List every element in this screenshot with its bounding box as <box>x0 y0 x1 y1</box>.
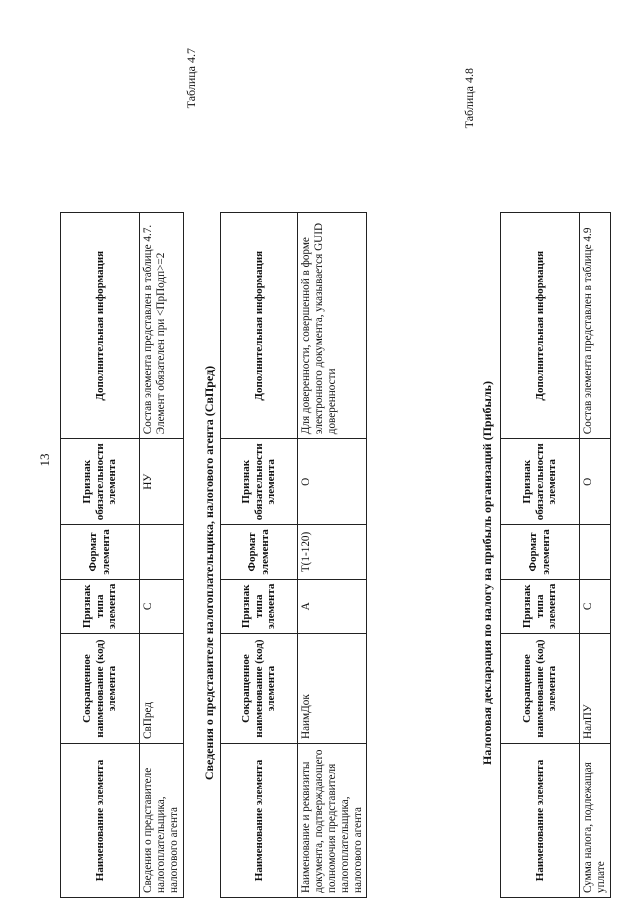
table-number: Таблица 4.8 <box>462 68 476 129</box>
cell-info: Состав элемента представлен в таблице 4.7. Элемент обязателен при <ПрПодп>=2 <box>140 213 184 439</box>
cell-name: Сумма налога, подлежащая уплате <box>580 744 611 898</box>
table-caption: Налоговая декларация по налогу на прибыль организаций (Прибыль) <box>480 381 494 765</box>
table-number: Таблица 4.7 <box>184 48 198 109</box>
header-info: Дополнительная информация <box>61 213 140 439</box>
page-number: 13 <box>37 453 52 467</box>
landscape-content <box>60 28 640 898</box>
cell-required: О <box>298 439 367 525</box>
header-format: Формат элемента <box>501 525 580 579</box>
cell-required: О <box>580 439 611 525</box>
header-type: Признак типа элемента <box>61 579 140 633</box>
cell-format: T(1-120) <box>298 525 367 579</box>
header-code: Сокращенное наименование (код) элемента <box>221 634 298 744</box>
cell-info: Состав элемента представлен в таблице 4.9 <box>580 213 611 439</box>
header-required: Признак обязательности элемента <box>61 439 140 525</box>
header-name: Наименование элемента <box>501 744 580 898</box>
cell-code: НаимДок <box>298 634 367 744</box>
table-header-row <box>501 213 580 898</box>
cell-type: А <box>298 579 367 633</box>
header-type: Признак типа элемента <box>221 579 298 633</box>
cell-name: Сведения о представителе налогоплательщика, налогового агента <box>140 744 184 898</box>
header-name: Наименование элемента <box>61 744 140 898</box>
table-element-list <box>60 212 184 898</box>
header-required: Признак обязательности элемента <box>501 439 580 525</box>
table-header-row <box>221 213 298 898</box>
header-info: Дополнительная информация <box>501 213 580 439</box>
header-type: Признак типа элемента <box>501 579 580 633</box>
header-code: Сокращенное наименование (код) элемента <box>61 634 140 744</box>
header-format: Формат элемента <box>221 525 298 579</box>
rotated-page <box>60 28 640 898</box>
cell-info: Для доверенности, совершенной в форме электронного документа, указывается GUID доверенности <box>298 213 367 439</box>
table-svpred <box>220 212 367 898</box>
header-info: Дополнительная информация <box>221 213 298 439</box>
header-format: Формат элемента <box>61 525 140 579</box>
cell-name: Наименование и реквизиты документа, подтверждающего полномочия представителя налогоплательщика, налогового агента <box>298 744 367 898</box>
cell-required: НУ <box>140 439 184 525</box>
table-row <box>298 213 367 898</box>
table-pribyl <box>500 212 611 898</box>
header-required: Признак обязательности элемента <box>221 439 298 525</box>
header-name: Наименование элемента <box>221 744 298 898</box>
cell-format <box>140 525 184 579</box>
cell-format <box>580 525 611 579</box>
table-header-row <box>61 213 140 898</box>
cell-type: С <box>580 579 611 633</box>
table-caption: Сведения о представителе налогоплательщика, налогового агента (СвПред) <box>202 365 216 781</box>
header-code: Сокращенное наименование (код) элемента <box>501 634 580 744</box>
cell-code: НалПУ <box>580 634 611 744</box>
table-row <box>580 213 611 898</box>
cell-code: СвПред <box>140 634 184 744</box>
table-row <box>140 213 184 898</box>
cell-type: С <box>140 579 184 633</box>
